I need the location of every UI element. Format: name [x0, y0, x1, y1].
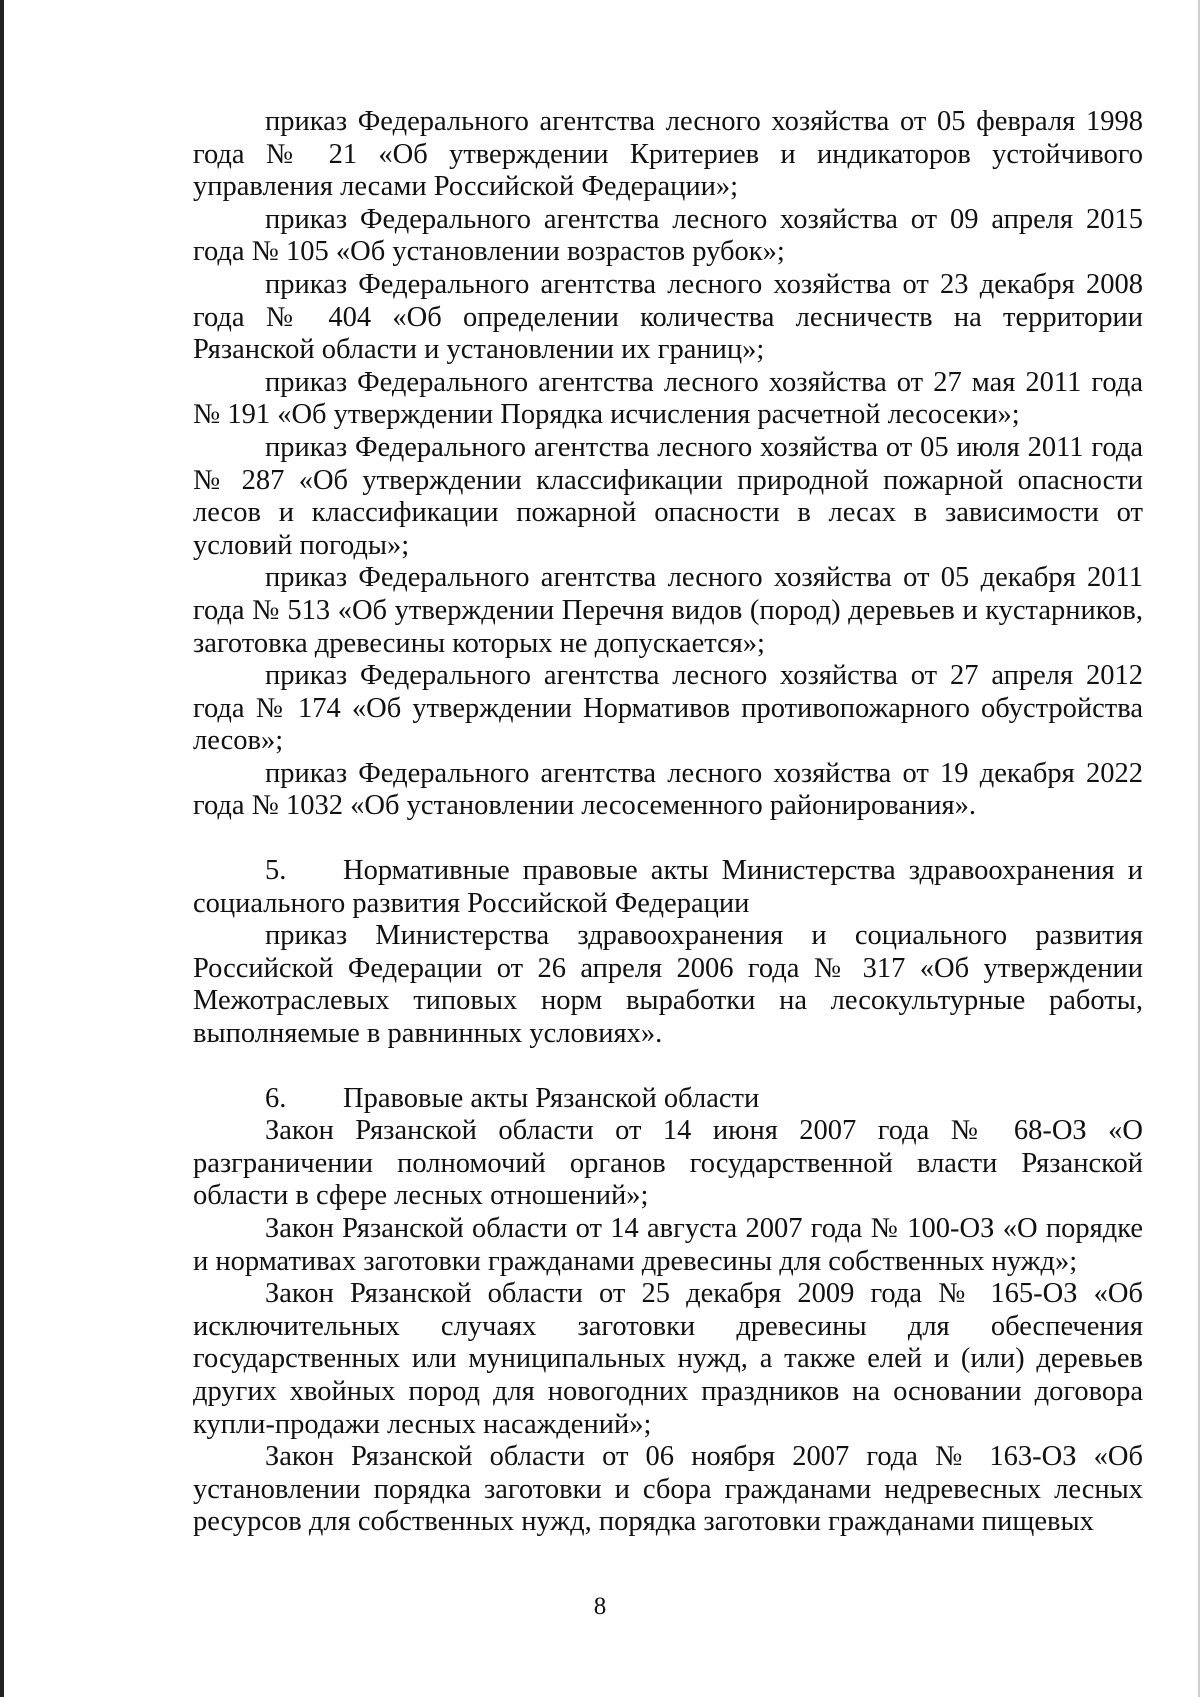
section-heading-6 [193, 1083, 1143, 1116]
document-body [193, 106, 1143, 1539]
section-title: Нормативные правовые акты Министерства здравоохранения и социального развития Российской Федерации [193, 855, 1143, 919]
paragraph: приказ Федерального агентства лесного хозяйства от 27 мая 2011 года № 191 «Об утверждении Порядка исчисления расчетной лесосеки»; [193, 366, 1143, 431]
section-number: 5. [265, 855, 287, 887]
paragraph: приказ Федерального агентства лесного хозяйства от 23 декабря 2008 года № 404 «Об определении количества лесничеств на территории Рязанской области и установлении их границ»; [193, 268, 1143, 366]
paragraph: Закон Рязанской области от 06 ноября 2007 года № 163-ОЗ «Об установлении порядка заготовки и сбора гражданами недревесных лесных ресурсов для собственных нужд, порядка заготовки гражданами пищевых [193, 1441, 1143, 1538]
section-spacer [193, 1051, 1143, 1083]
section-title: Правовые акты Рязанской области [343, 1082, 760, 1114]
paragraph: приказ Министерства здравоохранения и социального развития Российской Федерации от 26 апреля 2006 года № 317 «Об утверждении Межотраслевых типовых норм выработки на лесокультурные работы, выполняемые в равнинных условиях». [193, 920, 1143, 1050]
scan-left-edge [0, 0, 4, 1697]
section-spacer [193, 823, 1143, 855]
paragraph: Закон Рязанской области от 14 августа 2007 года № 100-ОЗ «О порядке и нормативах заготовки гражданами древесины для собственных нужд»; [193, 1213, 1143, 1277]
paragraph: приказ Федерального агентства лесного хозяйства от 09 апреля 2015 года № 105 «Об установлении возрастов рубок»; [193, 203, 1143, 268]
paragraph: приказ Федерального агентства лесного хозяйства от 05 июля 2011 года № 287 «Об утверждении классификации природной пожарной опасности лесов и классификации пожарной опасности в лесах в зависимости от условий погоды»; [193, 431, 1143, 561]
paragraph: Закон Рязанской области от 25 декабря 2009 года № 165-ОЗ «Об исключительных случаях заготовки древесины для обеспечения государственных или муниципальных нужд, а также елей и (или) деревьев других хвойных пород для новогодних праздников на основании договора купли-продажи лесных насаждений»; [193, 1278, 1143, 1440]
section-heading-5 [193, 855, 1143, 920]
paragraph: Закон Рязанской области от 14 июня 2007 года № 68-ОЗ «О разграничении полномочий органов государственной власти Рязанской области в сфере лесных отношений»; [193, 1115, 1143, 1212]
page-number: 8 [593, 1593, 607, 1620]
paragraph: приказ Федерального агентства лесного хозяйства от 05 декабря 2011 года № 513 «Об утверждении Перечня видов (пород) деревьев и кустарников, заготовка древесины которых не допускается»; [193, 562, 1143, 659]
section-number: 6. [265, 1082, 287, 1114]
paragraph: приказ Федерального агентства лесного хозяйства от 19 декабря 2022 года № 1032 «Об установлении лесосеменного районирования». [193, 757, 1143, 822]
paragraph: приказ Федерального агентства лесного хозяйства от 27 апреля 2012 года № 174 «Об утверждении Нормативов противопожарного обустройства лесов»; [193, 660, 1143, 757]
paragraph: приказ Федерального агентства лесного хозяйства от 05 февраля 1998 года № 21 «Об утверждении Критериев и индикаторов устойчивого управления лесами Российской Федерации»; [193, 106, 1143, 203]
